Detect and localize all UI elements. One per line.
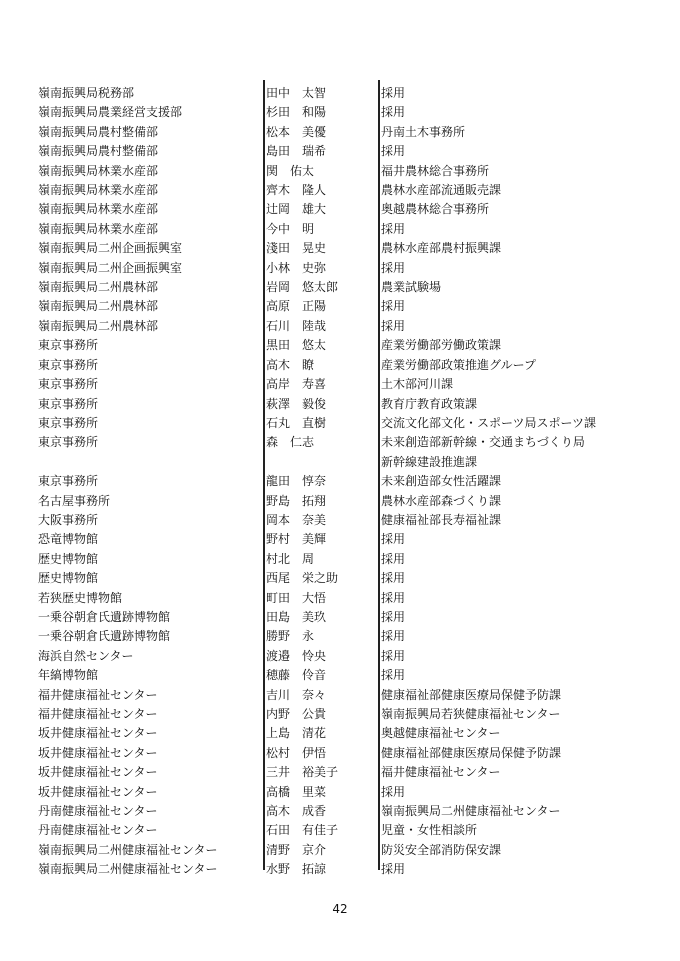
employee-name-cell: 松本 美優 [266, 124, 327, 139]
assigned-office-cell: 坂井健康福祉センター [38, 745, 158, 760]
assigned-office-cell: 嶺南振興局二州健康福祉センター [38, 842, 218, 857]
previous-post-cell: 採用 [381, 299, 406, 314]
table-row [38, 569, 638, 588]
previous-post-cell: 採用 [381, 629, 406, 644]
previous-post-cell: 健康福祉部健康医療局保健予防課 [381, 745, 562, 760]
table-row [38, 608, 638, 627]
table-row [38, 589, 638, 608]
employee-name-cell: 龍田 惇奈 [266, 474, 327, 489]
previous-post-cell [381, 433, 638, 472]
assigned-office-cell: 嶺南振興局二州農林部 [38, 280, 159, 295]
employee-name-cell: 黒田 悠太 [266, 338, 327, 353]
previous-post-cell: 採用 [381, 318, 406, 333]
table-row [38, 686, 638, 705]
assigned-office-cell: 坂井健康福祉センター [38, 726, 158, 741]
table-row [38, 220, 638, 239]
previous-post-cell: 採用 [381, 221, 406, 236]
previous-post-cell: 教育庁教育政策課 [381, 396, 478, 411]
employee-name-cell: 村北 周 [266, 551, 315, 566]
employee-name-cell: 田島 美玖 [266, 609, 327, 624]
assigned-office-cell: 嶺南振興局二州企画振興室 [38, 260, 183, 275]
table-row [38, 705, 638, 724]
previous-post-cell: 奥越健康福祉センター [381, 726, 501, 741]
employee-name-cell: 上島 清花 [266, 726, 327, 741]
employee-name-cell: 田中 太智 [266, 86, 327, 100]
previous-post-cell: 農業試験場 [381, 280, 442, 295]
table-row [38, 492, 638, 511]
assigned-office-cell: 東京事務所 [38, 396, 99, 411]
assigned-office-cell: 東京事務所 [38, 338, 99, 353]
employee-name-cell: 森 仁志 [266, 435, 315, 450]
previous-post-cell: 丹南土木事務所 [381, 124, 466, 139]
previous-post-cell: 採用 [381, 105, 406, 120]
table-row [38, 297, 638, 316]
table-row [38, 627, 638, 646]
assigned-office-cell: 嶺南振興局農村整備部 [38, 124, 159, 139]
employee-name-cell: 杉田 和陽 [266, 105, 327, 120]
page-number: 42 [332, 902, 348, 916]
table-row [38, 336, 638, 355]
employee-name-cell: 淺田 晃史 [266, 241, 327, 256]
table-row [38, 763, 638, 782]
table-row [38, 162, 638, 181]
employee-name-cell: 今中 明 [266, 221, 315, 236]
assigned-office-cell: 嶺南振興局二州健康福祉センター [38, 862, 218, 877]
previous-post-cell: 健康福祉部長寿福祉課 [381, 512, 502, 527]
employee-name-cell: 岡本 奈美 [266, 512, 327, 527]
table-row [38, 356, 638, 375]
table-row [38, 123, 638, 142]
table-row [38, 375, 638, 394]
assigned-office-cell: 坂井健康福祉センター [38, 765, 158, 780]
table-row [38, 239, 638, 258]
employee-name-cell: 三井 裕美子 [266, 765, 339, 780]
assigned-office-cell: 嶺南振興局林業水産部 [38, 202, 159, 217]
table-row [38, 181, 638, 200]
table-row [38, 142, 638, 161]
table-row [38, 666, 638, 685]
employee-name-cell: 吉川 奈々 [266, 687, 327, 702]
employee-name-cell: 松村 伊悟 [266, 745, 327, 760]
employee-name-cell: 齊木 隆人 [266, 183, 327, 198]
assigned-office-cell: 嶺南振興局林業水産部 [38, 221, 159, 236]
previous-post-cell: 採用 [381, 551, 406, 566]
employee-name-cell: 清野 京介 [266, 842, 327, 857]
employee-name-cell: 高原 正陽 [266, 299, 327, 314]
employee-name-cell: 石田 有佳子 [266, 823, 339, 838]
previous-post-cell: 産業労働部労働政策課 [381, 338, 502, 353]
table-row [38, 84, 638, 103]
assigned-office-cell: 嶺南振興局農業経営支援部 [38, 105, 183, 120]
previous-post-cell: 採用 [381, 784, 406, 799]
assigned-office-cell: 東京事務所 [38, 357, 99, 372]
employee-name-cell: 辻岡 雄大 [266, 202, 327, 217]
previous-post-cell: 産業労働部政策推進グループ [381, 357, 537, 372]
table-row [38, 744, 638, 763]
employee-name-cell: 萩澤 毅俊 [266, 396, 327, 411]
previous-post-cell: 福井農林総合事務所 [381, 163, 490, 178]
previous-post-cell: 農林水産部流通販売課 [381, 183, 502, 198]
table-row [38, 259, 638, 278]
assigned-office-cell: 嶺南振興局税務部 [38, 86, 135, 100]
previous-post-cell: 農林水産部農村振興課 [381, 241, 502, 256]
employee-name-cell: 野村 美輝 [266, 532, 327, 547]
table-row [38, 395, 638, 414]
table-row [38, 724, 638, 743]
assigned-office-cell: 一乗谷朝倉氏遺跡博物館 [38, 629, 171, 644]
assigned-office-cell: 嶺南振興局林業水産部 [38, 183, 159, 198]
assigned-office-cell: 歴史博物館 [38, 551, 99, 566]
previous-post-cell: 採用 [381, 144, 406, 159]
previous-post-cell: 農林水産部森づくり課 [381, 493, 502, 508]
assigned-office-cell: 嶺南振興局二州企画振興室 [38, 241, 183, 256]
employee-name-cell: 勝野 永 [266, 629, 315, 644]
previous-post-cell: 採用 [381, 648, 406, 663]
assigned-office-cell: 歴史博物館 [38, 571, 99, 586]
employee-name-cell: 高橋 里菜 [266, 784, 327, 799]
previous-post-cell: 採用 [381, 590, 406, 605]
assigned-office-cell: 福井健康福祉センター [38, 687, 158, 702]
employee-name-cell: 内野 公貴 [266, 707, 327, 721]
assigned-office-cell: 丹南健康福祉センター [38, 823, 158, 838]
employee-name-cell: 水野 拓諒 [266, 862, 327, 877]
employee-name-cell: 穂藤 伶音 [266, 668, 327, 683]
table-row [38, 200, 638, 219]
previous-post-cell: 採用 [381, 609, 406, 624]
employee-name-cell: 野島 拓翔 [266, 493, 327, 508]
previous-post-cell: 採用 [381, 86, 406, 100]
employee-name-cell: 石川 陸哉 [266, 318, 327, 333]
employee-name-cell: 高木 瞭 [266, 357, 315, 372]
table-row [38, 821, 638, 840]
previous-post-cell: 防災安全部消防保安課 [381, 842, 502, 857]
assigned-office-cell: 嶺南振興局二州農林部 [38, 318, 159, 333]
assigned-office-cell: 東京事務所 [38, 474, 99, 489]
assigned-office-cell: 坂井健康福祉センター [38, 784, 158, 799]
table-row [38, 550, 638, 569]
assigned-office-cell: 嶺南振興局農村整備部 [38, 144, 159, 159]
table-body [38, 84, 638, 880]
assigned-office-cell: 名古屋事務所 [38, 493, 111, 508]
employee-name-cell: 高岸 寿喜 [266, 377, 327, 392]
employee-name-cell: 高木 成香 [266, 804, 327, 819]
table-row [38, 278, 638, 297]
table-row [38, 841, 638, 860]
previous-post-line: 未来創造部新幹線・交通まちづくり局 [381, 435, 585, 450]
previous-post-cell: 採用 [381, 571, 406, 586]
assigned-office-cell: 東京事務所 [38, 435, 99, 450]
assigned-office-cell: 東京事務所 [38, 377, 99, 392]
employee-name-cell: 岩岡 悠太郎 [266, 280, 339, 295]
table-row [38, 783, 638, 802]
previous-post-cell: 採用 [381, 532, 406, 547]
employee-name-cell: 小林 史弥 [266, 260, 327, 275]
previous-post-cell: 福井健康福祉センター [381, 765, 501, 780]
assigned-office-cell: 一乗谷朝倉氏遺跡博物館 [38, 609, 171, 624]
employee-name-cell: 西尾 栄之助 [266, 571, 339, 586]
table-row [38, 802, 638, 821]
previous-post-cell: 未来創造部女性活躍課 [381, 474, 502, 489]
previous-post-cell: 嶺南振興局二州健康福祉センター [381, 804, 561, 819]
table-row [38, 860, 638, 879]
previous-post-cell: 交流文化部文化・スポーツ局スポーツ課 [381, 415, 597, 430]
employee-name-cell: 島田 瑞希 [266, 144, 327, 159]
table-row [38, 414, 638, 433]
previous-post-line: 新幹線建設推進課 [381, 454, 478, 469]
assigned-office-cell: 福井健康福祉センター [38, 707, 158, 721]
table-row [38, 472, 638, 491]
employee-name-cell: 関 佑太 [266, 163, 315, 178]
table-row [38, 103, 638, 122]
assigned-office-cell: 大阪事務所 [38, 512, 99, 527]
previous-post-cell: 土木部河川課 [381, 377, 454, 392]
employee-name-cell: 石丸 直樹 [266, 415, 327, 430]
assigned-office-cell: 嶺南振興局二州農林部 [38, 299, 159, 314]
previous-post-cell: 採用 [381, 862, 406, 877]
table-row [38, 511, 638, 530]
table-row [38, 647, 638, 666]
previous-post-cell: 奥越農林総合事務所 [381, 202, 490, 217]
table-row [38, 433, 638, 472]
assigned-office-cell: 東京事務所 [38, 415, 99, 430]
assigned-office-cell: 丹南健康福祉センター [38, 804, 158, 819]
previous-post-cell: 採用 [381, 668, 406, 683]
previous-post-cell: 健康福祉部健康医療局保健予防課 [381, 687, 562, 702]
table-row [38, 317, 638, 336]
employee-name-cell: 町田 大悟 [266, 590, 327, 605]
employee-name-cell: 渡邉 怜央 [266, 648, 327, 663]
assigned-office-cell: 年縞博物館 [38, 668, 99, 683]
assigned-office-cell: 海浜自然センター [38, 648, 134, 663]
assigned-office-cell: 恐竜博物館 [38, 532, 99, 547]
assigned-office-cell: 若狭歴史博物館 [38, 590, 123, 605]
table-row [38, 530, 638, 549]
personnel-transfer-table [38, 84, 638, 880]
previous-post-cell: 採用 [381, 260, 406, 275]
previous-post-cell: 嶺南振興局若狭健康福祉センター [381, 707, 561, 721]
assigned-office-cell: 嶺南振興局林業水産部 [38, 163, 159, 178]
previous-post-cell: 児童・女性相談所 [381, 823, 478, 838]
